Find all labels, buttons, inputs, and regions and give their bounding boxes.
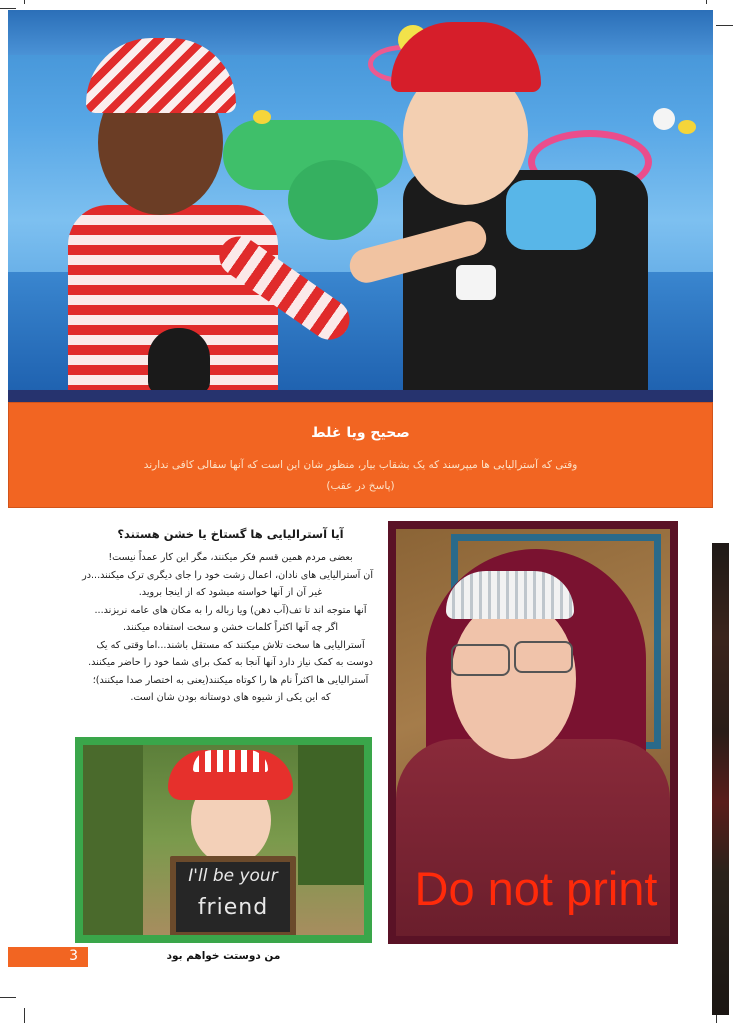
glasses bbox=[514, 641, 573, 673]
true-false-panel bbox=[8, 402, 713, 508]
panel-answer-note: (پاسخ در عقب) bbox=[326, 480, 395, 492]
article-line: غیر آن از آنها خواسته میشود که از اینجا بروید. bbox=[138, 587, 323, 598]
panel-statement: وقتی که آسترالیایی ها میپرسند که یک بشقاب بیار، منظور شان این است که آنها سفالی کافی ندارند bbox=[143, 459, 578, 471]
chalkboard-line: I'll be your bbox=[188, 866, 278, 886]
ball bbox=[653, 108, 675, 130]
woman-photo bbox=[396, 529, 670, 936]
pool-rim bbox=[8, 10, 713, 55]
adjacent-page-bleed bbox=[712, 543, 729, 1015]
crop-mark bbox=[24, 0, 25, 4]
chalkboard-line: friend bbox=[197, 895, 269, 920]
duck-toy bbox=[678, 120, 696, 134]
article-line: آنها متوجه اند تا تف(آب دهن) ویا زباله را به مکان های عامه نریزند... bbox=[94, 604, 367, 616]
tree bbox=[298, 745, 364, 885]
article bbox=[82, 527, 373, 707]
panel-title: صحیح ویا غلط bbox=[311, 425, 410, 441]
skull-crossbones-print bbox=[456, 265, 496, 300]
woman-photo-frame bbox=[388, 521, 678, 944]
article-line: اگر چه آنها اکثراً کلمات خشن و سخت استفاده میکنند. bbox=[122, 622, 339, 633]
article-line: آسترالیایی ها اکثراً نام ها را کوتاه میکنند(یعنی به اختصار صدا میکنند)؛ bbox=[92, 674, 369, 686]
glasses bbox=[451, 644, 510, 676]
inflatable-toy bbox=[288, 160, 378, 240]
chalkboard bbox=[170, 856, 296, 935]
page-number: 3 bbox=[69, 948, 78, 964]
article-line: دوست به کمک نیاز دارد آنها آنجا به کمک برای شما خود را حاضر میکنند. bbox=[88, 657, 373, 668]
duck-toy bbox=[253, 110, 271, 124]
article-line: آن آسترالیایی های نادان، اعمال زشت خود را جای دیگری ترک میکنند...در bbox=[82, 569, 373, 581]
lace-headband bbox=[446, 571, 574, 619]
hero-photo bbox=[8, 10, 713, 392]
article-title: آیا آسترالیایی ها گستاخ یا خشن هستند؟ bbox=[117, 527, 344, 541]
crop-mark bbox=[0, 8, 16, 9]
crop-mark bbox=[716, 25, 733, 26]
navy-divider bbox=[8, 390, 713, 402]
crop-mark bbox=[0, 997, 16, 998]
article-line: بعضی مردم همین قسم فکر میکنند، مگر این کار عمداً نیست! bbox=[108, 552, 353, 563]
photo-caption: من دوستت خواهم بود bbox=[166, 950, 281, 962]
sunhat-band bbox=[193, 750, 268, 772]
child-blue-shirt bbox=[506, 180, 596, 250]
girl-photo-frame bbox=[75, 737, 372, 943]
girl-photo bbox=[83, 745, 364, 935]
skull-print bbox=[148, 328, 210, 392]
woman-face bbox=[451, 599, 576, 759]
crop-mark bbox=[24, 1008, 25, 1023]
page-number-tab bbox=[8, 947, 88, 967]
tree bbox=[83, 745, 143, 935]
article-line: که این یکی از شیوه های دوستانه بودن شان است. bbox=[130, 692, 331, 703]
article-line: آسترالیایی ها سخت تلاش میکنند که مستقل باشند...اما وقتی که یک bbox=[96, 639, 365, 651]
do-not-print-watermark: Do not print bbox=[414, 862, 658, 915]
crop-mark bbox=[706, 0, 707, 4]
